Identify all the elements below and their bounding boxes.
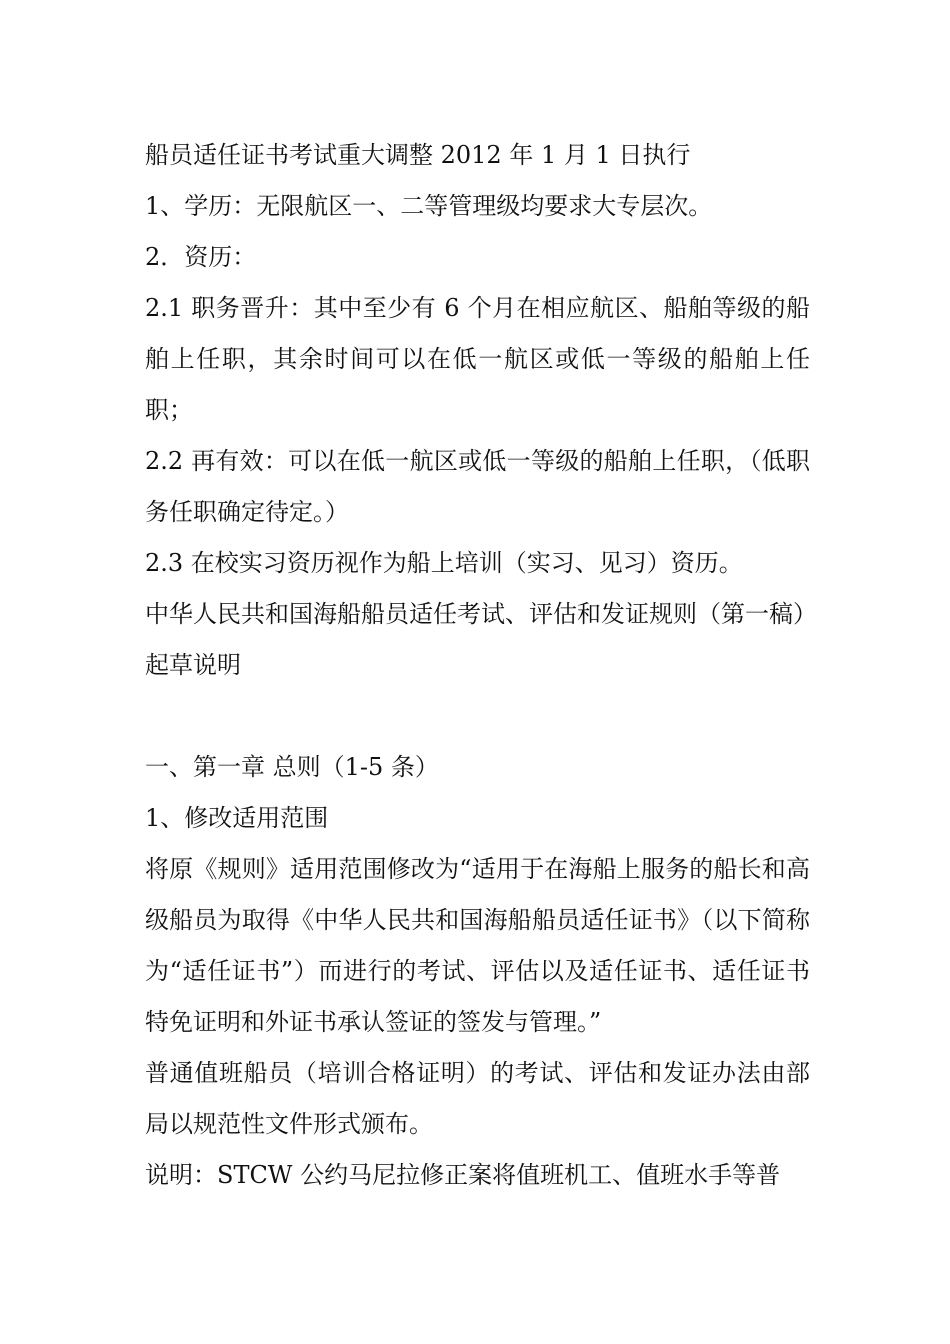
paragraph-revalidation: 2.2 再有效：可以在低一航区或低一等级的船舶上任职，（低职务任职确定待定。）: [145, 447, 810, 526]
document-body: [145, 130, 817, 1201]
paragraph-ratings: 普通值班船员（培训合格证明）的考试、评估和发证办法由部局以规范性文件形式颁布。: [145, 1059, 810, 1138]
paragraph-promotion: 2.1 职务晋升：其中至少有 6 个月在相应航区、船舶等级的船舶上任职，其余时间可以在低一航区或低一等级的船舶上任职；: [145, 294, 810, 424]
paragraph-rules-title: 中华人民共和国海船船员适任考试、评估和发证规则（第一稿）: [145, 600, 817, 628]
document-title: 船员适任证书考试重大调整 2012 年 1 月 1 日执行: [145, 141, 691, 169]
blank-line: [145, 691, 810, 742]
paragraph-explanation: 说明：STCW 公约马尼拉修正案将值班机工、值班水手等普: [145, 1161, 781, 1189]
paragraph-qualification-heading: 2．资历：: [145, 243, 257, 271]
paragraph-scope-body: 将原《规则》适用范围修改为“适用于在海船上服务的船长和高级船员为取得《中华人民共和国海船船员适任证书》（以下简称为“适任证书”）而进行的考试、评估以及适任证书、适任证书特免证明和外证书承认签证的签发与管理。”: [145, 855, 810, 1036]
paragraph-education: 1、学历：无限航区一、二等管理级均要求大专层次。: [145, 192, 713, 220]
paragraph-internship: 2.3 在校实习资历视作为船上培训（实习、见习）资历。: [145, 549, 743, 577]
paragraph-drafting-note: 起草说明: [145, 651, 241, 679]
paragraph-scope-heading: 1、修改适用范围: [145, 804, 329, 832]
paragraph-chapter-one: 一、第一章 总则（1-5 条）: [145, 753, 439, 781]
